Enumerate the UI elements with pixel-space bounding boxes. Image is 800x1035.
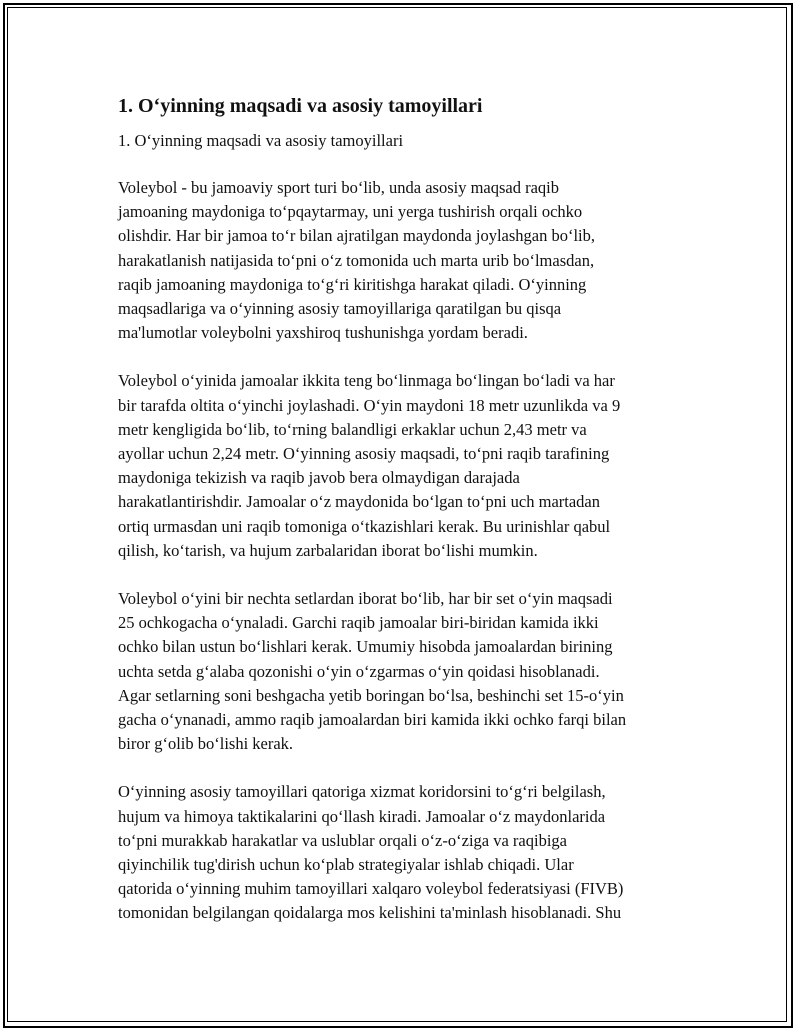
document-title: 1. O‘yinning maqsadi va asosiy tamoyillari	[118, 95, 483, 117]
text-line: uchta setda g‘alaba qozonishi o‘yin o‘zgarmas o‘yin qoidasi hisoblanadi.	[118, 661, 600, 681]
text-line: 25 ochkogacha o‘ynaladi. Garchi raqib jamoalar biri-biridan kamida ikki	[118, 613, 599, 633]
text-line: maydoniga tekizish va raqib javob bera olmaydigan darajada	[118, 468, 520, 488]
paragraph-3	[118, 587, 684, 756]
text-line: ma'lumotlar voleybolni yaxshiroq tushunishga yordam beradi.	[118, 323, 528, 343]
text-line: Voleybol - bu jamoaviy sport turi bo‘lib, unda asosiy maqsad raqib	[118, 178, 560, 197]
text-line: tomonidan belgilangan qoidalarga mos kelishini ta'minlash hisoblanadi. Shu	[118, 903, 622, 923]
text-line: olishdir. Har bir jamoa to‘r bilan ajratilgan maydonda joylashgan bo‘lib,	[118, 226, 596, 246]
text-line: Voleybol o‘yini bir nechta setlardan iborat bo‘lib, har bir set o‘yin maqsadi	[118, 589, 613, 609]
text-line: qatorida o‘yinning muhim tamoyillari xalqaro voleybol federatsiyasi (FIVB)	[118, 879, 624, 899]
text-line: jamoaning maydoniga to‘pqaytarmay, uni yerga tushirish orqali ochko	[118, 202, 583, 222]
text-line: biror g‘olib bo‘lishi kerak.	[118, 734, 294, 754]
text-line: hujum va himoya taktikalarini qo‘llash kiradi. Jamoalar o‘z maydonlarida	[118, 806, 606, 826]
text-line: metr kengligida bo‘lib, to‘rning balandligi erkaklar uchun 2,43 metr va	[118, 419, 587, 439]
paragraph-2	[118, 369, 684, 563]
text-line: maqsadlariga va o‘yinning asosiy tamoyillariga qaratilgan bu qisqa	[118, 299, 562, 319]
text-line: ortiq urmasdan uni raqib tomoniga o‘tkazishlari kerak. Bu urinishlar qabul	[118, 516, 611, 536]
text-line: gacha o‘ynanadi, ammo raqib jamoalardan biri kamida ikki ochko farqi bilan	[118, 710, 627, 730]
text-line: ochko bilan ustun bo‘lishlari kerak. Umumiy hisobda jamoalardan birining	[118, 637, 613, 657]
text-line: raqib jamoaning maydoniga to‘g‘ri kiritishga harakat qiladi. O‘yinning	[118, 274, 587, 294]
text-line: ayollar uchun 2,24 metr. O‘yinning asosiy maqsadi, to‘pni raqib tarafining	[118, 444, 610, 464]
text-line: Agar setlarning soni beshgacha yetib boringan bo‘lsa, beshinchi set 15-o‘yin	[118, 685, 624, 705]
text-line: harakatlanish natijasida to‘pni o‘z tomonida uch marta urib bo‘lmasdan,	[118, 250, 595, 270]
text-line: to‘pni murakkab harakatlar va uslublar orqali o‘z-o‘ziga va raqibiga	[118, 830, 567, 850]
document-body	[118, 92, 684, 950]
text-line: qiyinchilik tug'dirish uchun ko‘plab strategiyalar ishlab chiqadi. Ular	[118, 855, 574, 875]
text-line: harakatlantirishdir. Jamoalar o‘z maydonida bo‘lgan to‘pni uch martadan	[118, 492, 601, 512]
text-line: bir tarafda oltita o‘yinchi joylashadi. O‘yin maydoni 18 metr uzunlikda va 9	[118, 395, 621, 415]
text-line: qilish, ko‘tarish, va hujum zarbalaridan iborat bo‘lishi mumkin.	[118, 540, 538, 560]
paragraph-1	[118, 176, 684, 345]
document-subtitle: 1. O‘yinning maqsadi va asosiy tamoyillari	[118, 131, 404, 150]
paragraph-4	[118, 780, 684, 925]
text-line: Voleybol o‘yinida jamoalar ikkita teng bo‘linmaga bo‘lingan bo‘ladi va har	[118, 371, 615, 391]
text-line: O‘yinning asosiy tamoyillari qatoriga xizmat koridorsini to‘g‘ri belgilash,	[118, 782, 606, 802]
